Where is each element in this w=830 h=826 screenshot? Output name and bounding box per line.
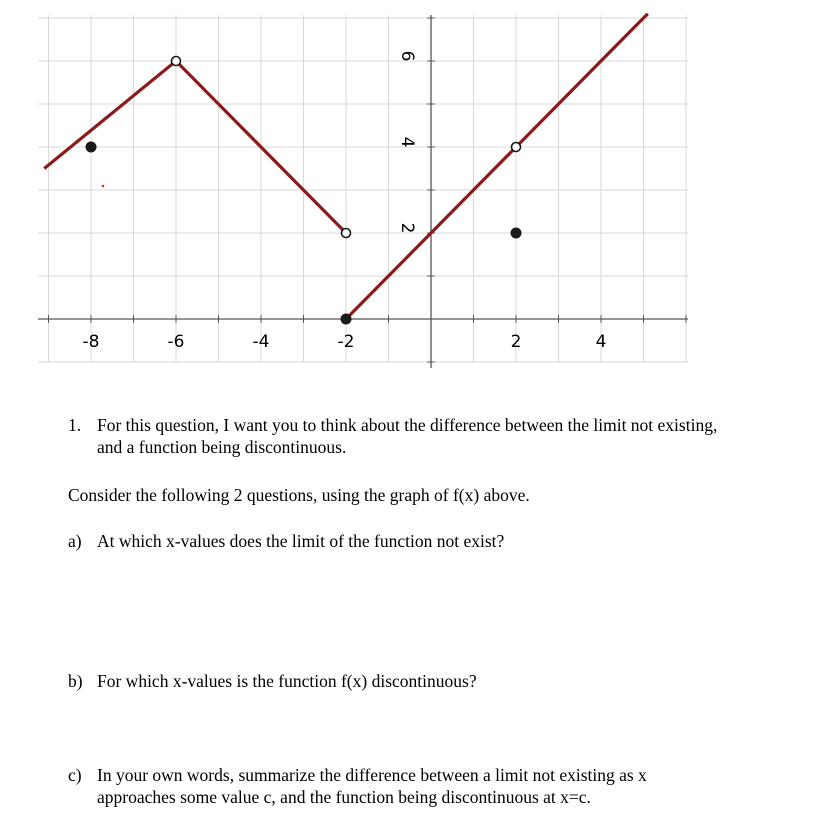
question-a [68, 530, 828, 552]
x-tick-label: -2 [337, 332, 355, 352]
y-tick-label: 6 [397, 50, 417, 62]
tick-labels [83, 51, 607, 352]
question-1-number: 1. [68, 415, 82, 435]
open-point [512, 143, 521, 152]
question-1-line-2: and a function being discontinuous. [97, 437, 347, 457]
series-line [44, 61, 176, 169]
x-tick-label: 2 [510, 332, 522, 352]
y-tick-label: 4 [397, 136, 417, 148]
question-c-line-1: In your own words, summarize the difference between a limit not existing as x [97, 765, 647, 785]
x-tick-label: -8 [82, 332, 100, 352]
y-tick-label: 2 [397, 222, 417, 234]
closed-point [86, 142, 97, 153]
x-tick-label: 4 [595, 332, 607, 352]
question-a-label: a) [68, 531, 82, 551]
consider-text: Consider the following 2 questions, using the graph of f(x) above. [68, 485, 530, 505]
function-graph [0, 0, 830, 380]
question-b-label: b) [68, 671, 83, 691]
series-line [346, 14, 648, 319]
axes [38, 15, 688, 368]
question-b-text: For which x-values is the function f(x) discontinuous? [97, 671, 477, 691]
x-tick-label: -6 [167, 332, 185, 352]
question-c-line-2: approaches some value c, and the function being discontinuous at x=c. [97, 787, 591, 807]
question-1 [68, 414, 828, 458]
closed-point [341, 314, 352, 325]
question-1-line-1: For this question, I want you to think about the difference between the limit not existing, [97, 415, 718, 435]
closed-point [511, 228, 522, 239]
question-c-label: c) [68, 765, 82, 785]
open-point [172, 57, 181, 66]
x-tick-label: -4 [252, 332, 270, 352]
grid-lines [38, 15, 688, 362]
open-point [342, 229, 351, 238]
question-a-text: At which x-values does the limit of the function not exist? [97, 531, 505, 551]
question-c [68, 764, 828, 808]
stray-dot [102, 185, 105, 188]
question-b [68, 670, 828, 692]
